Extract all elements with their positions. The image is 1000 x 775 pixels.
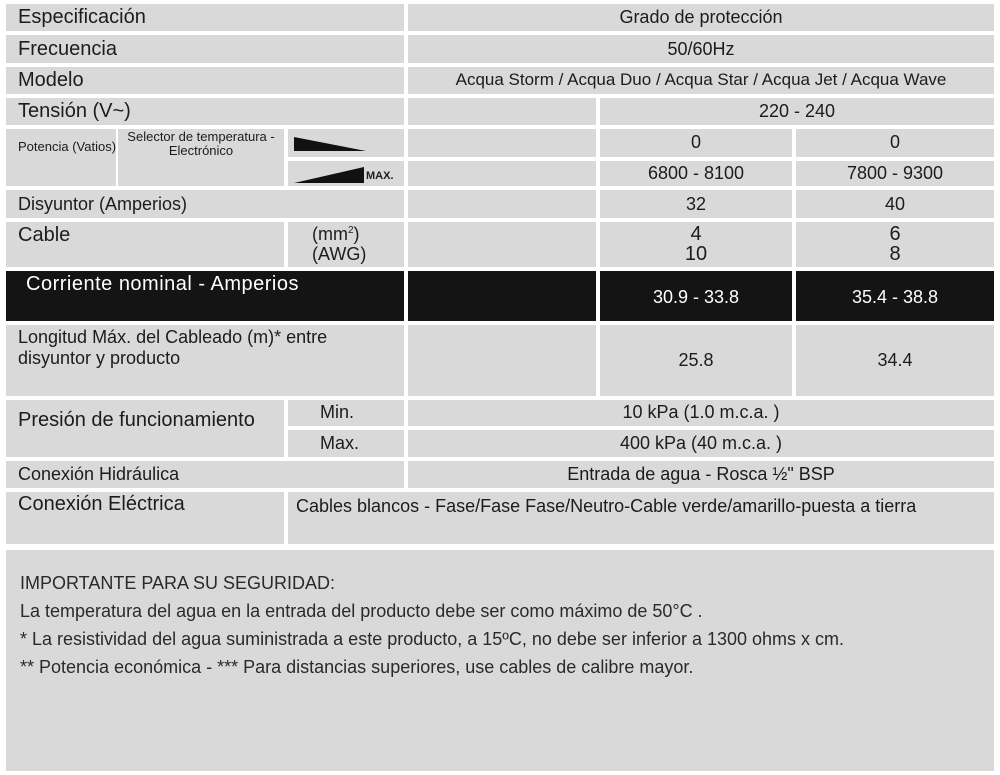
modelo-value: Acqua Storm / Acqua Duo / Acqua Star / Acqua Jet / Acqua Wave: [455, 70, 947, 89]
disyuntor-label: Disyuntor (Amperios): [18, 194, 188, 214]
especificacion-value: Grado de protección: [619, 7, 783, 27]
modelo-label-cell: [6, 67, 404, 94]
frecuencia-value-cell: [408, 35, 994, 63]
cable-mm-b: 6: [889, 223, 901, 245]
selector-label-cell: [118, 129, 284, 186]
cable-spacer: [408, 222, 596, 267]
potencia-max-b-cell: [796, 161, 994, 186]
hidraulica-label-cell: [6, 461, 404, 488]
electrica-value: Cables blancos - Fase/Fase Fase/Neutro-Cable verde/amarillo-puesta a tierra: [296, 496, 917, 516]
potencia-min-b: 0: [889, 132, 900, 152]
potencia-max-a: 6800 - 8100: [647, 163, 745, 183]
presion-min-value: 10 kPa (1.0 m.c.a. ): [622, 402, 780, 422]
longitud-spacer: [408, 325, 596, 396]
presion-max-value: 400 kPa (40 m.c.a. ): [619, 433, 783, 453]
disyuntor-spacer: [408, 190, 596, 218]
corriente-a-cell: [600, 271, 792, 321]
corriente-label: Corriente nominal - Amperios: [26, 273, 299, 295]
disyuntor-b: 40: [884, 194, 906, 214]
cable-label-cell: [6, 222, 284, 267]
tension-spacer-cell: [408, 98, 596, 125]
corriente-a: 30.9 - 33.8: [652, 287, 740, 307]
electrica-label: Conexión Eléctrica: [18, 493, 185, 515]
hidraulica-value: Entrada de agua - Rosca ½" BSP: [567, 464, 835, 484]
decreasing-wedge-icon: [288, 129, 404, 157]
potencia-spacer-bottom: [408, 161, 596, 186]
longitud-label-line1: Longitud Máx. del Cableado (m)* entre: [18, 327, 328, 347]
longitud-a-cell: [600, 325, 792, 396]
corriente-label-cell: [6, 271, 404, 321]
selector-label-line1: Selector de temperatura -: [127, 129, 275, 144]
cable-awg-b: 8: [889, 243, 901, 265]
selector-max-icon-cell: [288, 161, 404, 186]
corriente-spacer: [408, 271, 596, 321]
frecuencia-label-cell: [6, 35, 404, 63]
disyuntor-label-cell: [6, 190, 404, 218]
longitud-label-line2: disyuntor y producto: [18, 348, 181, 368]
frecuencia-value: 50/60Hz: [667, 39, 735, 59]
cable-mm-a: 4: [690, 223, 702, 245]
presion-label-cell: [6, 400, 284, 457]
presion-max-label-cell: [288, 430, 404, 457]
longitud-b-cell: [796, 325, 994, 396]
potencia-spacer-top: [408, 129, 596, 157]
potencia-max-a-cell: [600, 161, 792, 186]
presion-label: Presión de funcionamiento: [18, 409, 255, 431]
presion-min-label: Min.: [320, 402, 355, 422]
frecuencia-label: Frecuencia: [18, 38, 117, 60]
safety-note-1: La temperatura del agua en la entrada del producto debe ser como máximo de 50°C .: [20, 601, 703, 621]
tension-value: 220 - 240: [758, 101, 836, 121]
tension-value-cell: [600, 98, 994, 125]
electrica-value-cell: [288, 492, 994, 544]
safety-heading: IMPORTANTE PARA SU SEGURIDAD:: [20, 573, 336, 593]
electrica-label-cell: [6, 492, 284, 544]
cable-b-cell: [796, 222, 994, 267]
cable-label: Cable: [18, 224, 71, 246]
selector-min-icon-cell: [288, 129, 404, 157]
hidraulica-label: Conexión Hidráulica: [18, 464, 180, 484]
presion-max-value-cell: [408, 430, 994, 457]
cable-unit-awg: (AWG): [312, 244, 367, 264]
potencia-min-a: 0: [690, 132, 701, 152]
cable-a-cell: [600, 222, 792, 267]
modelo-label: Modelo: [18, 69, 84, 91]
especificacion-label-cell: [6, 4, 404, 31]
potencia-min-b-cell: [796, 129, 994, 157]
especificacion-value-cell: [408, 4, 994, 31]
hidraulica-value-cell: [408, 461, 994, 488]
potencia-max-b: 7800 - 9300: [846, 163, 944, 183]
presion-min-label-cell: [288, 400, 404, 426]
potencia-label-cell: [6, 129, 116, 186]
tension-label: Tensión (V~): [18, 100, 131, 122]
modelo-value-cell: [408, 67, 994, 94]
presion-max-label: Max.: [320, 433, 360, 453]
disyuntor-a: 32: [685, 194, 707, 214]
safety-notes: [6, 550, 994, 771]
cable-unit-cell: [288, 222, 404, 267]
safety-note-3: ** Potencia económica - *** Para distancias superiores, use cables de calibre mayor.: [20, 657, 694, 677]
corriente-b: 35.4 - 38.8: [851, 287, 939, 307]
selector-label-line2: Electrónico: [168, 143, 234, 158]
longitud-b: 34.4: [877, 350, 913, 370]
disyuntor-a-cell: [600, 190, 792, 218]
presion-min-value-cell: [408, 400, 994, 426]
potencia-label: Potencia (Vatios): [18, 139, 116, 154]
max-label: MAX.: [366, 170, 394, 182]
corriente-b-cell: [796, 271, 994, 321]
cable-awg-a: 10: [684, 243, 708, 265]
disyuntor-b-cell: [796, 190, 994, 218]
especificacion-label: Especificación: [18, 6, 146, 28]
potencia-min-a-cell: [600, 129, 792, 157]
cable-unit-mm: $(mm^2)$: [312, 224, 360, 244]
longitud-a: 25.8: [678, 350, 714, 370]
tension-label-cell: [6, 98, 404, 125]
safety-note-2: * La resistividad del agua suministrada a este producto, a 15ºC, no debe ser inferior a 1300 ohms x cm.: [20, 629, 845, 649]
longitud-label-cell: [6, 325, 404, 396]
